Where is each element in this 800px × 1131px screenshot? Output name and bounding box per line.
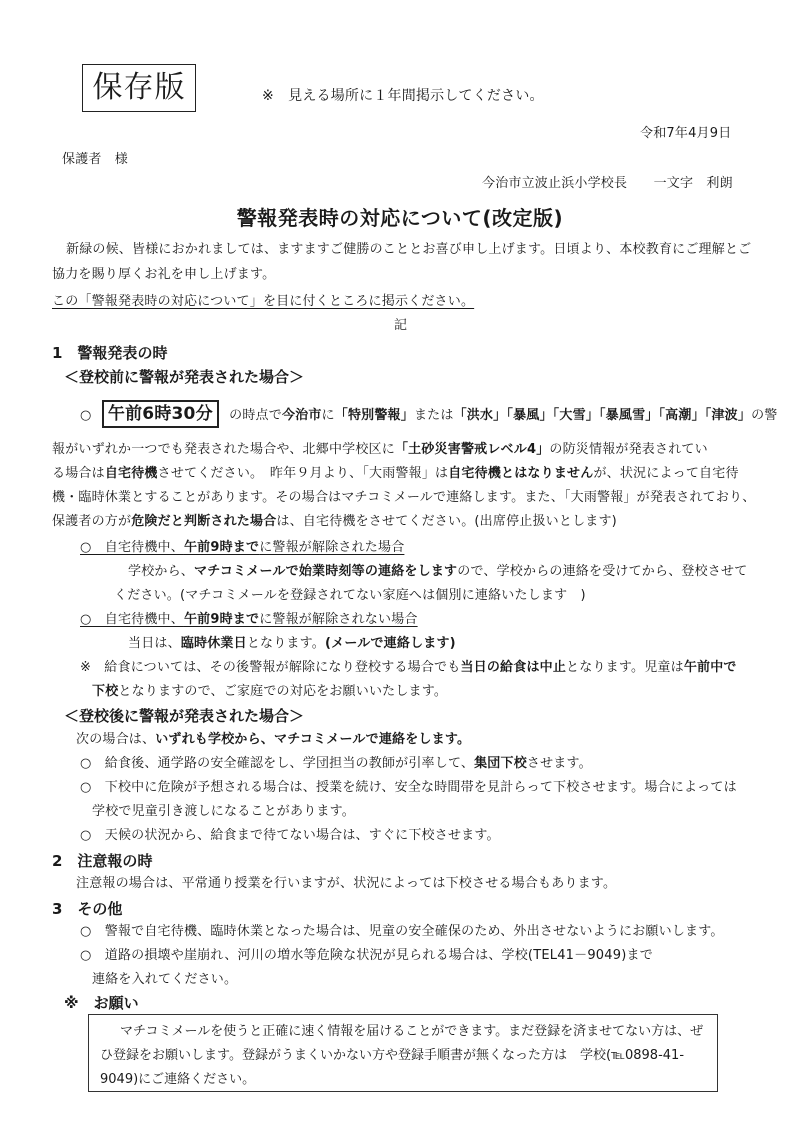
ki-mark: 記 bbox=[394, 318, 408, 333]
text-span: いずれも学校から、マチコミメールで連絡をします。 bbox=[155, 732, 471, 747]
text-span: となります。児童は bbox=[566, 660, 684, 675]
text-span: 報がいずれか一つでも発表された場合や、北郷中学校区に bbox=[52, 442, 395, 457]
rule-line-2 bbox=[52, 440, 708, 460]
text-span: の警 bbox=[751, 408, 778, 423]
text-span: に bbox=[321, 408, 335, 423]
text-span: 学校から、 bbox=[128, 564, 195, 579]
text-span: の防災情報が発表されてい bbox=[549, 442, 708, 457]
archive-stamp: 保存版 bbox=[82, 64, 196, 112]
text-span: ○ 自宅待機中、 bbox=[80, 612, 184, 627]
lunch-note-line-2 bbox=[92, 682, 447, 702]
text-span: 自宅待機 bbox=[104, 466, 158, 481]
after-school-heading: ＜登校後に警報が発表された場合＞ bbox=[64, 707, 305, 725]
text-span: は、自宅待機をさせてください。(出席停止扱いとします) bbox=[276, 514, 617, 529]
request-line-3: 9049)にご連絡ください。 bbox=[100, 1072, 256, 1087]
section2-heading: 2 注意報の時 bbox=[52, 852, 153, 870]
section3-heading: 3 その他 bbox=[52, 900, 123, 918]
text-span: に警報が解除されない場合 bbox=[259, 612, 418, 627]
rule-line-5 bbox=[52, 512, 617, 532]
text-span: ○ 自宅待機中、 bbox=[80, 540, 184, 555]
bullet: ○ bbox=[80, 408, 92, 423]
text-span: 危険だと判断された場合 bbox=[131, 514, 277, 529]
text-span: 次の場合は、 bbox=[76, 732, 156, 747]
text-span: 「土砂災害警戒レベル4」 bbox=[394, 442, 550, 457]
text-span: 自宅待機とはなりません bbox=[448, 466, 594, 481]
page-title: 警報発表時の対応について(改定版) bbox=[236, 206, 564, 230]
text-span: ※ 給食については、その後警報が解除になり登校する場合でも bbox=[80, 660, 461, 675]
text-span: となりますので、ご家庭での対応をお願いいたします。 bbox=[118, 684, 448, 699]
section3-item-1: ○ 警報で自宅待機、臨時休業となった場合は、児童の安全確保のため、外出させないようにお願いします。 bbox=[80, 924, 724, 939]
text-span: 「特別警報」 bbox=[334, 408, 414, 423]
case-not-lifted-heading bbox=[80, 610, 418, 630]
recipient: 保護者 様 bbox=[62, 152, 129, 167]
after-item-3: ○ 天候の状況から、給食まで待てない場合は、すぐに下校させます。 bbox=[80, 828, 500, 843]
rule-line-4: 機・臨時休業とすることがあります。その場合はマチコミメールで連絡します。また、「大雨警報」が発表されており、 bbox=[52, 490, 756, 505]
section1-heading: 1 警報発表の時 bbox=[52, 344, 168, 362]
text-span: 下校 bbox=[92, 684, 119, 699]
before-school-heading: ＜登校前に警報が発表された場合＞ bbox=[64, 368, 305, 386]
text-span: させてください。 昨年９月より、「大雨警報」は bbox=[157, 466, 449, 481]
text-span: 午前中で bbox=[683, 660, 737, 675]
text-span: させます。 bbox=[526, 756, 592, 771]
request-heading: ※ お願い bbox=[64, 994, 139, 1012]
request-line-2: ひ登録をお願いします。登録がうまくいかない方や登録手順書が無くなった方は 学校(℡0898-41- bbox=[100, 1048, 685, 1063]
lunch-note-line-1 bbox=[80, 658, 737, 678]
intro-line-3: この「警報発表時の対応について」を目に付くところに掲示ください。 bbox=[52, 294, 475, 309]
document-date: 令和7年4月9日 bbox=[640, 126, 732, 141]
case-lifted-detail-1 bbox=[128, 562, 747, 582]
text-span: 臨時休業日 bbox=[180, 636, 247, 651]
section3-item-2-cont: 連絡を入れてください。 bbox=[92, 972, 238, 987]
text-span: に警報が解除された場合 bbox=[259, 540, 405, 555]
posting-notice: ※ 見える場所に１年間掲示してください。 bbox=[262, 88, 544, 104]
section3-item-2: ○ 道路の損壊や崖崩れ、河川の増水等危険な状況が見られる場合は、学校(TEL41－9049)まで bbox=[80, 948, 653, 963]
text-span: が、状況によって自宅待 bbox=[593, 466, 739, 481]
text-span: ので、学校からの連絡を受けてから、登校させて bbox=[457, 564, 748, 579]
text-span: 今治市 bbox=[281, 408, 322, 423]
request-line-1: マチコミメールを使うと正確に速く情報を届けることができます。まだ登録を済ませてない方は、ぜ bbox=[120, 1024, 704, 1039]
text-span: る場合は bbox=[52, 466, 105, 481]
text-span: 午前9時まで bbox=[183, 612, 260, 627]
rule-line-3 bbox=[52, 464, 739, 484]
intro-line-1: 新緑の候、皆様におかれましては、ますますご健勝のこととお喜び申し上げます。日頃より、本校教育にご理解とご bbox=[66, 242, 752, 257]
text-span: マチコミメールで始業時刻等の連絡をします bbox=[194, 564, 458, 579]
text-span: 「洪水」「暴風」「大雪」「暴風雪」「高潮」「津波」 bbox=[453, 408, 752, 423]
time-box-630: 午前6時30分 bbox=[102, 400, 219, 428]
text-span: (メールで連絡します) bbox=[325, 636, 456, 651]
after-item-2-cont: 学校で児童引き渡しになることがあります。 bbox=[92, 804, 355, 819]
text-span: または bbox=[413, 408, 454, 423]
case-lifted-heading bbox=[80, 538, 404, 558]
after-item-2: ○ 下校中に危険が予想される場合は、授業を続け、安全な時間帯を見計らって下校させます。場合によっては bbox=[80, 780, 737, 795]
section2-text: 注意報の場合は、平常通り授業を行いますが、状況によっては下校させる場合もあります。 bbox=[76, 876, 617, 891]
text-span: 保護者の方が bbox=[52, 514, 132, 529]
text-span: 集団下校 bbox=[474, 756, 527, 771]
sender: 今治市立波止浜小学校長 一文字 利朗 bbox=[482, 176, 733, 191]
rule-line-1 bbox=[80, 400, 777, 430]
text-span: 当日の給食は中止 bbox=[460, 660, 567, 675]
text-span: となります。 bbox=[246, 636, 325, 651]
case-lifted-detail-2: ください。(マチコミメールを登録されてない家庭へは個別に連絡いたします ) bbox=[114, 588, 586, 603]
after-school-intro bbox=[76, 730, 470, 750]
intro-line-2: 協力を賜り厚くお礼を申し上げます。 bbox=[52, 267, 276, 282]
text-span: ○ 給食後、通学路の安全確認をし、学団担当の教師が引率して、 bbox=[80, 756, 475, 771]
text-span: の時点で bbox=[229, 408, 282, 423]
text-span: 当日は、 bbox=[128, 636, 181, 651]
case-not-lifted-detail bbox=[128, 634, 456, 654]
text-span: 午前9時まで bbox=[183, 540, 260, 555]
after-item-1 bbox=[80, 754, 592, 774]
